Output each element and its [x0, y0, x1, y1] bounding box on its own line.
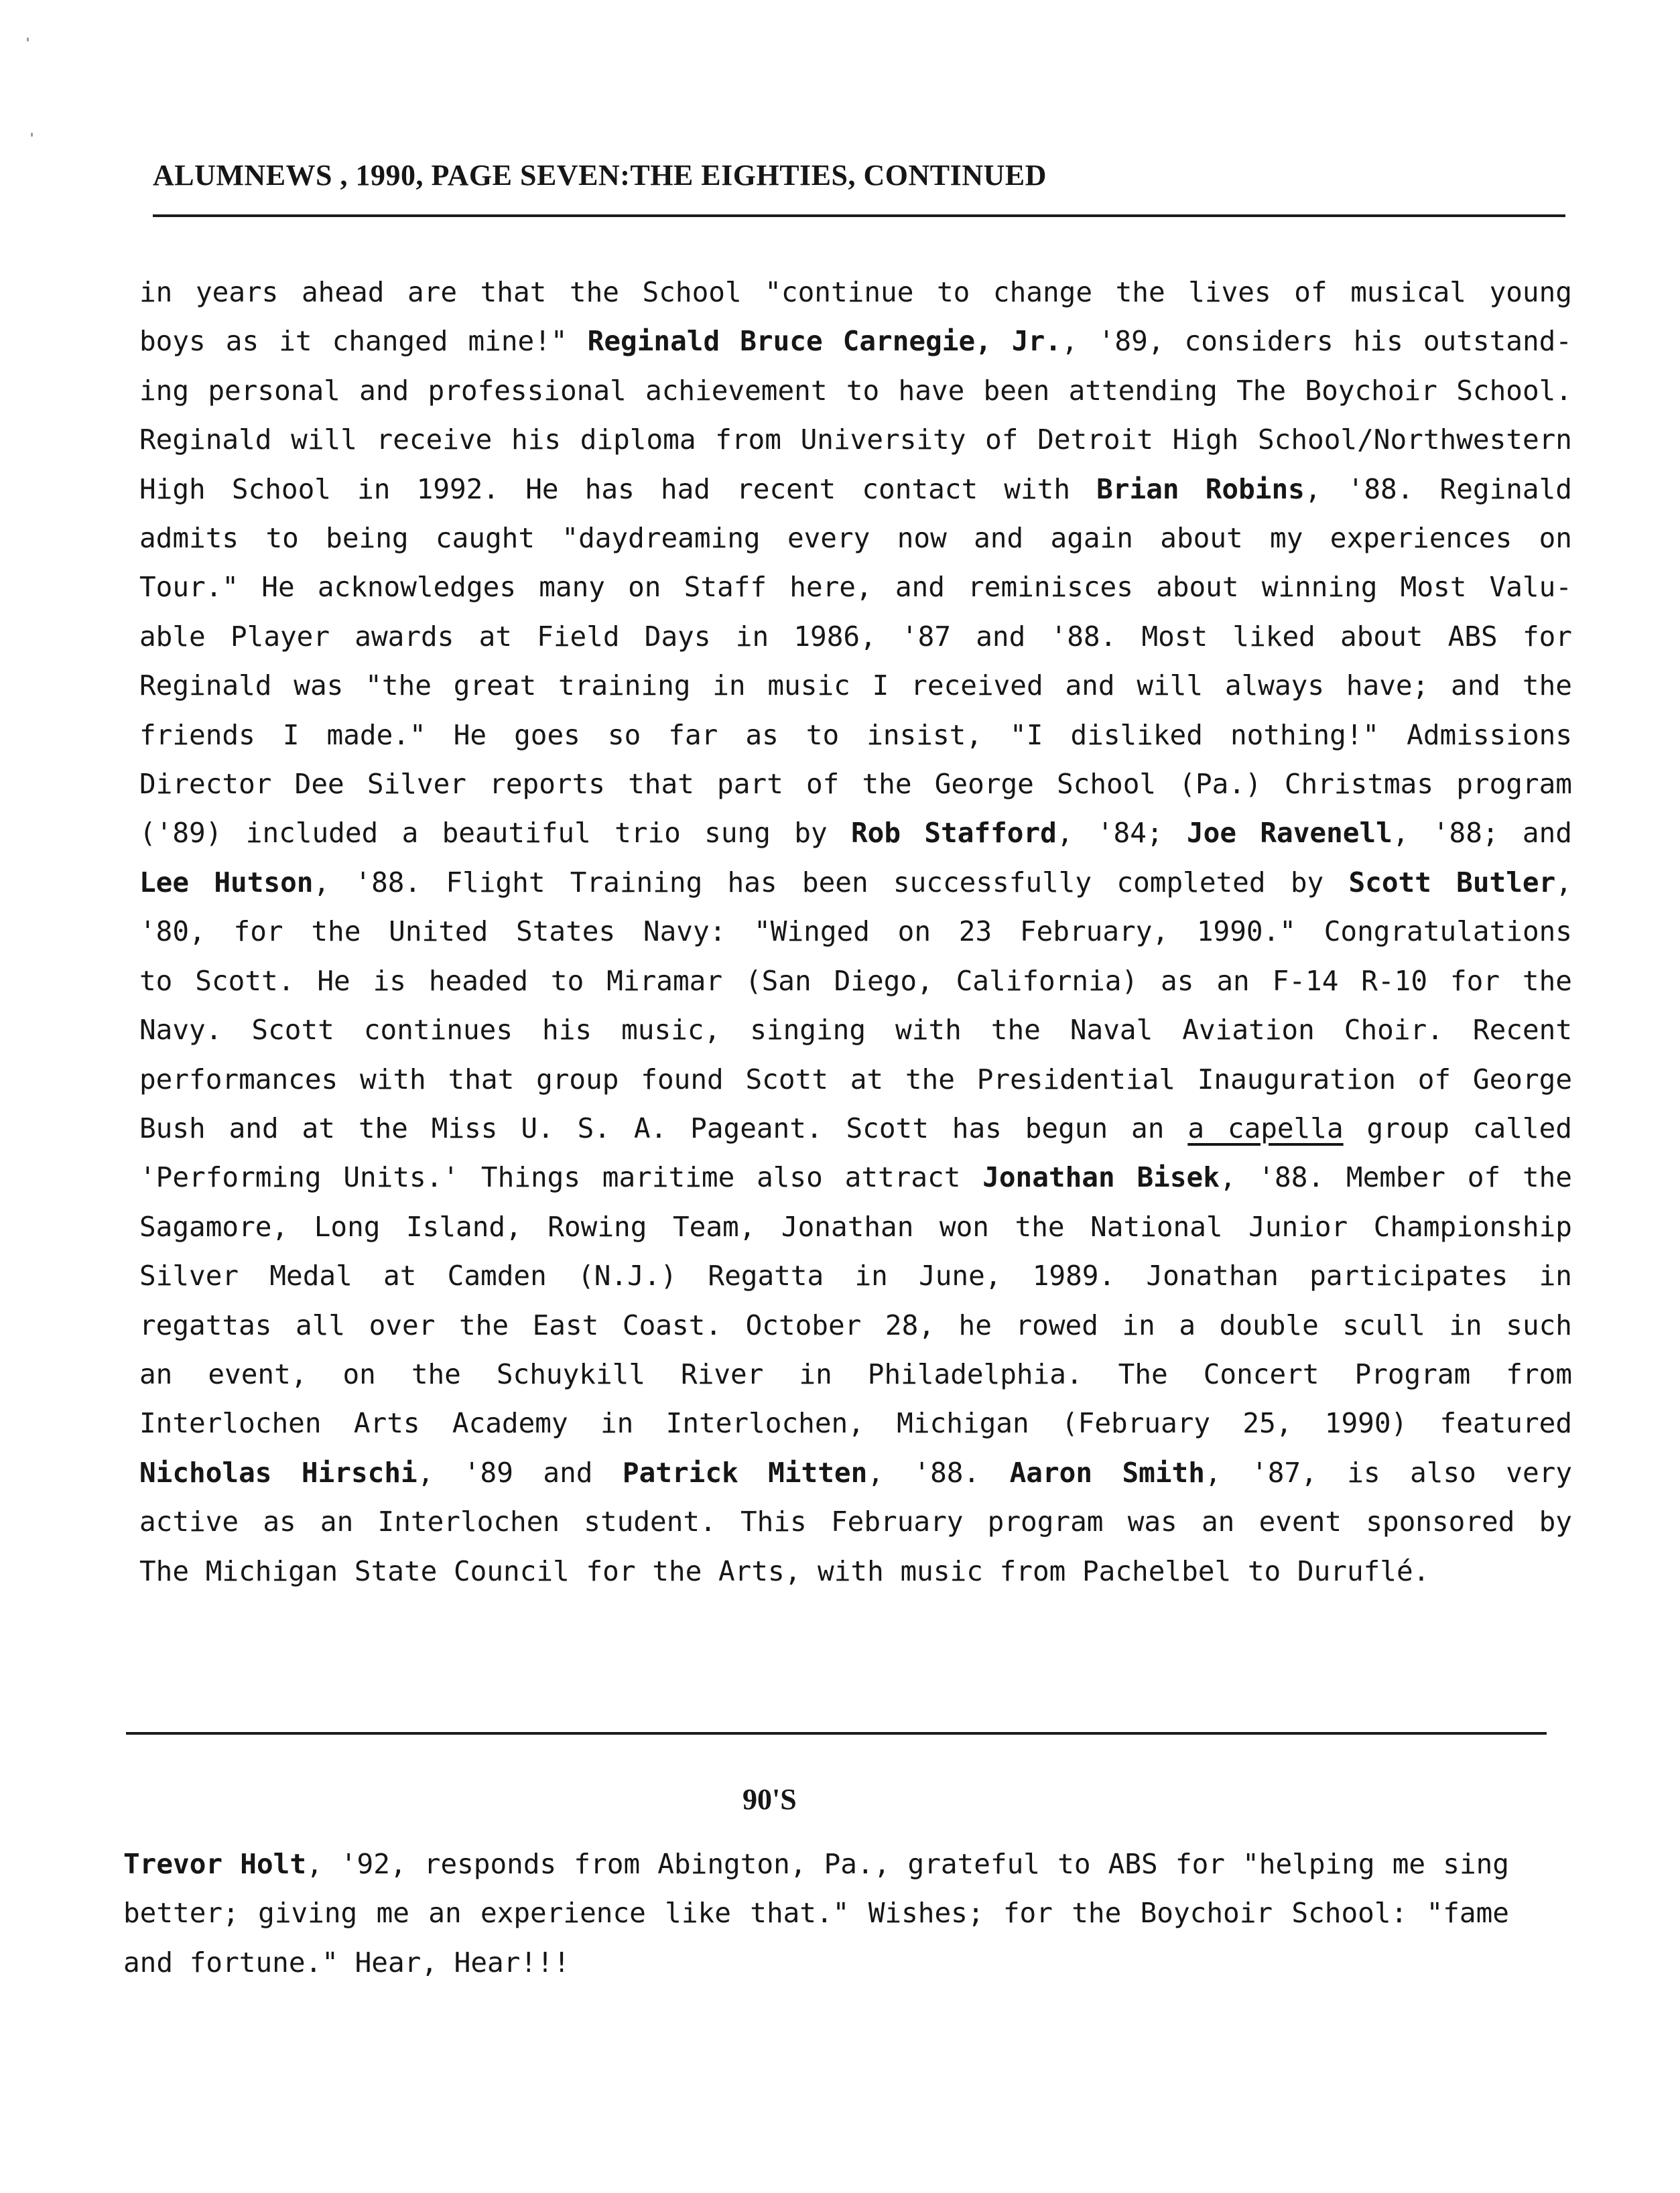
- text-segment: in years ahead are that the School "continue to change the lives of musical young: [139, 276, 1572, 308]
- alumni-name: Aaron Smith: [1009, 1456, 1205, 1489]
- text-line: [139, 1104, 1572, 1153]
- text-segment: regattas all over the East Coast. October 28, he rowed in a double scull in such: [139, 1309, 1572, 1341]
- alumni-name: Reginald Bruce Carnegie, Jr.: [587, 325, 1061, 358]
- text-segment: boys as it changed mine!": [139, 325, 588, 358]
- text-line: [139, 1203, 1572, 1252]
- text-segment: admits to being caught "daydreaming every now and again about my experiences on: [139, 522, 1572, 555]
- text-segment: Bush and at the Miss U. S. A. Pageant. Scott has begun an: [139, 1112, 1188, 1144]
- text-segment: , '92, responds from Abington, Pa., grateful to ABS for "helping me sing: [306, 1848, 1509, 1880]
- text-segment: The Michigan State Council for the Arts, with music from Pachelbel to Duruflé.: [139, 1554, 1430, 1587]
- text-line: [123, 1840, 1509, 1889]
- alumni-name: Nicholas Hirschi: [139, 1456, 417, 1489]
- text-segment: ('89) included a beautiful trio sung by: [139, 817, 851, 850]
- text-segment: friends I made." He goes so far as to insist, "I disliked nothing!" Admissions: [139, 718, 1572, 751]
- alumni-name: Brian Robins: [1096, 472, 1305, 505]
- text-line: [139, 661, 1572, 710]
- alumni-name: Joe Ravenell: [1186, 817, 1393, 850]
- text-line: [139, 1350, 1572, 1399]
- text-line: [139, 465, 1572, 514]
- underlined-text: a capella: [1187, 1112, 1344, 1144]
- section-text: [123, 1840, 1509, 1987]
- text-segment: to Scott. He is headed to Miramar (San Diego, California) as an F-14 R-10 for the: [139, 964, 1572, 997]
- text-segment: Silver Medal at Camden (N.J.) Regatta in June, 1989. Jonathan participates in: [139, 1260, 1572, 1292]
- text-segment: ,: [1555, 866, 1572, 899]
- text-line: [139, 1547, 1572, 1596]
- alumni-name: Patrick Mitten: [622, 1456, 868, 1489]
- text-segment: High School in 1992. He has had recent contact with: [139, 472, 1097, 505]
- text-line: [123, 1938, 1509, 1987]
- text-segment: active as an Interlochen student. This February program was an event sponsored by: [139, 1506, 1572, 1538]
- text-segment: Reginald will receive his diploma from University of Detroit High School/Northwestern: [139, 423, 1572, 456]
- text-line: [123, 1889, 1509, 1938]
- text-line: [139, 317, 1572, 366]
- text-segment: and fortune." Hear, Hear!!!: [123, 1946, 570, 1979]
- text-segment: able Player awards at Field Days in 1986, '87 and '88. Most liked about ABS for: [139, 620, 1572, 653]
- text-line: [139, 1252, 1572, 1301]
- text-line: [139, 514, 1572, 563]
- text-line: [139, 1006, 1572, 1055]
- alumni-name: Rob Stafford: [850, 817, 1057, 850]
- text-segment: , '89 and: [417, 1456, 623, 1489]
- text-segment: , '88; and: [1392, 817, 1572, 850]
- text-segment: , '88. Member of the: [1219, 1161, 1572, 1194]
- scan-speck: [27, 38, 29, 42]
- text-line: [139, 957, 1572, 1006]
- text-line: [139, 858, 1572, 907]
- text-segment: an event, on the Schuykill River in Philadelphia. The Concert Program from: [139, 1357, 1572, 1390]
- header-rule: [153, 214, 1565, 217]
- text-segment: Reginald was "the great training in music I received and will always have; and the: [139, 669, 1572, 702]
- alumni-name: Lee Hutson: [139, 866, 314, 899]
- text-line: [139, 367, 1572, 415]
- text-segment: , '84;: [1056, 817, 1187, 850]
- text-line: [139, 1153, 1572, 1202]
- alumni-name: Trevor Holt: [123, 1848, 307, 1880]
- text-line: [139, 415, 1572, 464]
- alumni-name: Jonathan Bisek: [982, 1161, 1220, 1194]
- section-title: 90'S: [742, 1783, 797, 1816]
- section-divider: [126, 1732, 1547, 1735]
- text-segment: , '88.: [867, 1456, 1010, 1489]
- text-line: [139, 809, 1572, 858]
- text-line: [139, 1399, 1572, 1448]
- text-line: [139, 612, 1572, 661]
- text-segment: Interlochen Arts Academy in Interlochen, Michigan (February 25, 1990) featured: [139, 1407, 1572, 1440]
- text-segment: , '89, considers his outstand-: [1061, 325, 1572, 358]
- text-segment: , '88. Flight Training has been successfully completed by: [313, 866, 1349, 899]
- text-segment: , '88. Reginald: [1304, 472, 1572, 505]
- text-segment: Director Dee Silver reports that part of the George School (Pa.) Christmas program: [139, 768, 1572, 801]
- text-line: [139, 1498, 1572, 1546]
- text-line: [139, 907, 1572, 956]
- text-segment: group called: [1343, 1112, 1572, 1144]
- scan-speck: [31, 133, 33, 137]
- text-line: [139, 1055, 1572, 1104]
- body-text: [139, 268, 1572, 1596]
- text-segment: Navy. Scott continues his music, singing with the Naval Aviation Choir. Recent: [139, 1014, 1572, 1047]
- text-segment: , '87, is also very: [1204, 1456, 1573, 1489]
- text-segment: Tour." He acknowledges many on Staff here, and reminisces about winning Most Valu-: [139, 571, 1572, 604]
- text-segment: ing personal and professional achievement to have been attending The Boychoir School.: [139, 374, 1572, 407]
- text-segment: '80, for the United States Navy: "Winged on 23 February, 1990." Congratulations: [139, 915, 1572, 948]
- page-header: ALUMNEWS , 1990, PAGE SEVEN:THE EIGHTIES, CONTINUED: [153, 159, 1047, 192]
- text-line: [139, 760, 1572, 809]
- text-line: [139, 1301, 1572, 1350]
- text-segment: better; giving me an experience like that." Wishes; for the Boychoir School: "fame: [123, 1897, 1509, 1930]
- text-segment: 'Performing Units.' Things maritime also attract: [139, 1161, 983, 1194]
- alumni-name: Scott Butler: [1348, 866, 1556, 899]
- text-segment: performances with that group found Scott at the Presidential Inauguration of George: [139, 1063, 1572, 1095]
- text-line: [139, 1449, 1572, 1498]
- text-segment: Sagamore, Long Island, Rowing Team, Jonathan won the National Junior Championship: [139, 1210, 1572, 1243]
- text-line: [139, 711, 1572, 760]
- text-line: [139, 268, 1572, 317]
- text-line: [139, 563, 1572, 612]
